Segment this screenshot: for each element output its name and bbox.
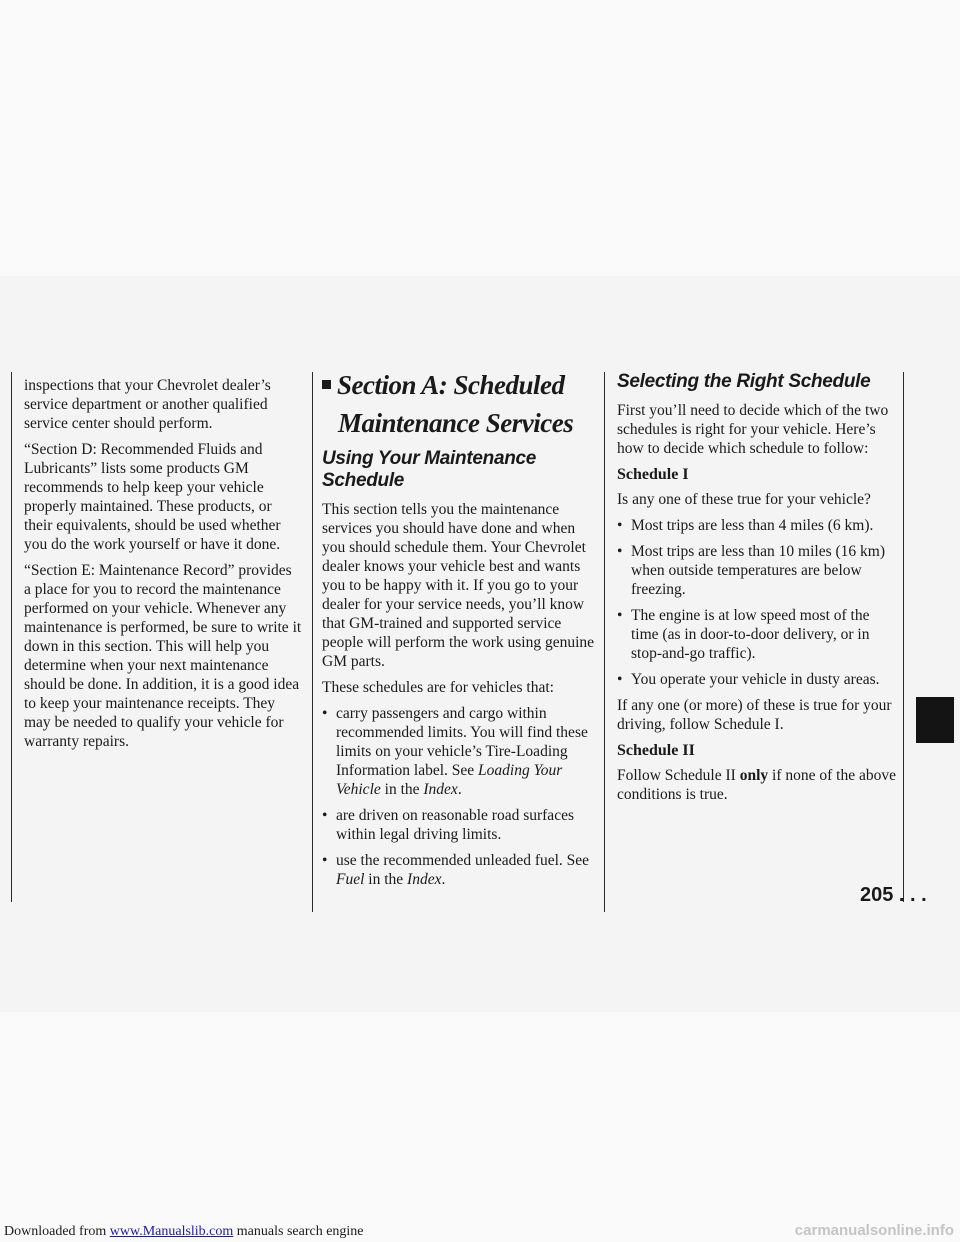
subsection-heading: Selecting the Right Schedule	[617, 371, 871, 392]
paragraph: If any one (or more) of these is true for your driving, follow Schedule I.	[617, 697, 892, 733]
section-tab-marker	[916, 697, 954, 743]
download-footer: Downloaded from www.Manualslib.com manuals search engine	[4, 1224, 364, 1239]
watermark: carmanualsonline.info	[794, 1222, 954, 1239]
list-item: • The engine is at low speed most of the time (as in door-to-door delivery, or in stop-and-go traffic).	[617, 606, 897, 663]
bullet-list	[617, 516, 897, 689]
cross-reference: Loading Your Vehicle	[336, 762, 563, 798]
top-margin	[0, 0, 960, 276]
column-divider	[604, 372, 605, 912]
manualslib-link[interactable]: www.Manualslib.com	[109, 1224, 234, 1239]
paragraph: Is any one of these true for your vehicle?	[617, 491, 871, 508]
bullet-list	[322, 704, 598, 889]
paragraph: This section tells you the maintenance services you should have done and when you should schedule them. Your Chevrolet dealer knows your vehicle best and wants you to be happy with it. If you go to your dealer for your service needs, you’ll know that GM-trained and supported service people will perform the work using genuine GM parts.	[322, 501, 595, 670]
schedule-heading: Schedule II	[617, 742, 695, 759]
section-title: Section A: Scheduled Maintenance Services	[322, 366, 598, 442]
index-reference: Index	[407, 871, 442, 888]
paragraph: “Section E: Maintenance Record” provides a place for you to record the maintenance performed on your vehicle. Whenever any maintenance is performed, be sure to write it down in this section. This will help you determine when your next maintenance should be done. In addition, it is a good idea to keep your maintenance receipts. They may be needed to qualify your vehicle for warranty repairs.	[24, 562, 302, 750]
column-divider	[312, 372, 313, 912]
list-item: • are driven on reasonable road surfaces within legal driving limits.	[322, 806, 598, 844]
paragraph: Follow Schedule II only if none of the above conditions is true.	[617, 767, 896, 803]
list-item: • Most trips are less than 4 miles (6 km).	[617, 516, 897, 535]
index-reference: Index	[423, 781, 458, 798]
list-item: • carry passengers and cargo within recommended limits. You will find these limits on your vehicle’s Tire-Loading Information label. See Loading Your Vehicle in the Index.	[322, 704, 598, 799]
schedule-heading: Schedule I	[617, 466, 689, 483]
column-divider	[11, 372, 12, 902]
paragraph: “Section D: Recommended Fluids and Lubricants” lists some products GM recommends to help keep your vehicle properly maintained. These products, or their equivalents, should be used whether you do the work yourself or have it done.	[24, 441, 281, 553]
column-2	[322, 366, 598, 896]
paragraph: inspections that your Chevrolet dealer’s service department or another qualified service center should perform.	[24, 377, 271, 432]
column-divider	[903, 372, 904, 902]
square-bullet-icon	[322, 380, 331, 389]
bottom-margin	[0, 1012, 960, 1242]
cross-reference: Fuel	[336, 871, 365, 888]
list-item: • You operate your vehicle in dusty areas.	[617, 670, 897, 689]
column-3	[617, 371, 897, 811]
list-item: • use the recommended unleaded fuel. See Fuel in the Index.	[322, 851, 598, 889]
subsection-heading: Using Your Maintenance Schedule	[322, 448, 537, 491]
column-1	[24, 376, 302, 758]
paragraph: These schedules are for vehicles that:	[322, 679, 554, 696]
list-item: • Most trips are less than 10 miles (16 km) when outside temperatures are below freezing.	[617, 542, 897, 599]
paragraph: First you’ll need to decide which of the two schedules is right for your vehicle. Here’s how to decide which schedule to follow:	[617, 402, 889, 457]
page-number: 205 . . .	[860, 884, 927, 906]
